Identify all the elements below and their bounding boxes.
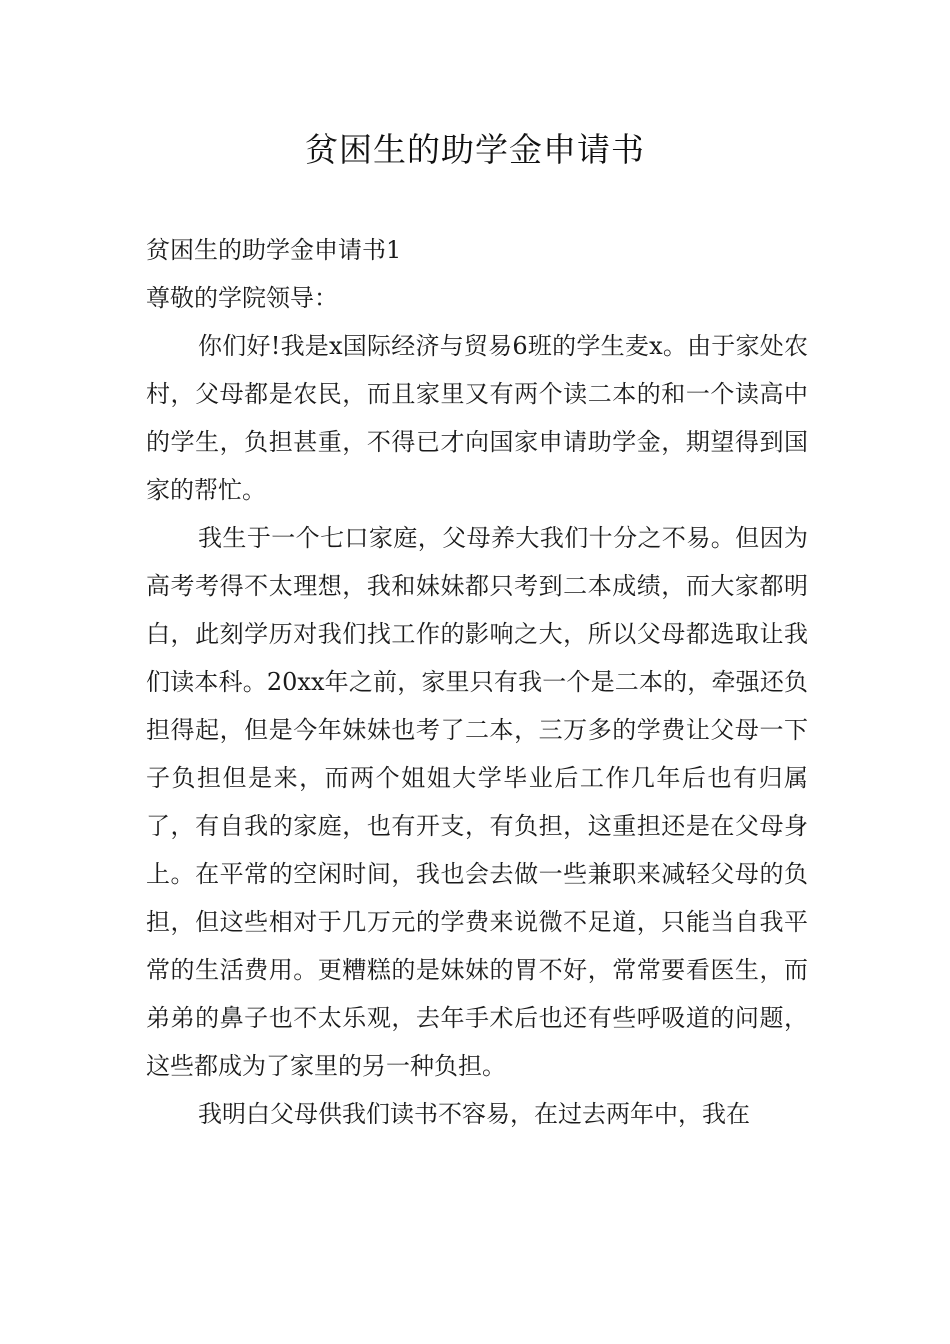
- paragraph-1: 你们好!我是x国际经济与贸易6班的学生麦x。由于家处农村，父母都是农民，而且家里又有两个读二本的和一个读高中的学生，负担甚重，不得已才向国家申请助学金，期望得到国家的帮忙。: [146, 332, 808, 504]
- document-body: [146, 226, 808, 1138]
- document-title: 贫困生的助学金申请书: [305, 130, 645, 169]
- document-subtitle: 贫困生的助学金申请书1: [146, 236, 402, 264]
- salutation: 尊敬的学院领导：: [146, 284, 338, 312]
- paragraph-3: 我明白父母供我们读书不容易，在过去两年中，我在: [198, 1100, 750, 1128]
- paragraph-2: 我生于一个七口家庭，父母养大我们十分之不易。但因为高考考得不太理想，我和妹妹都只考到二本成绩，而大家都明白，此刻学历对我们找工作的影响之大，所以父母都选取让我们读本科。20xx年之前，家里只有我一个是二本的，牵强还负担得起，但是今年妹妹也考了二本，三万多的学费让父母一下子负担但是来，而两个姐姐大学毕业后工作几年后也有归属了，有自我的家庭，也有开支，有负担，这重担还是在父母身上。在平常的空闲时间，我也会去做一些兼职来减轻父母的负担，但这些相对于几万元的学费来说微不足道，只能当自我平常的生活费用。更糟糕的是妹妹的胃不好，常常要看医生，而弟弟的鼻子也不太乐观，去年手术后也还有些呼吸道的问题，这些都成为了家里的另一种负担。: [146, 524, 808, 1080]
